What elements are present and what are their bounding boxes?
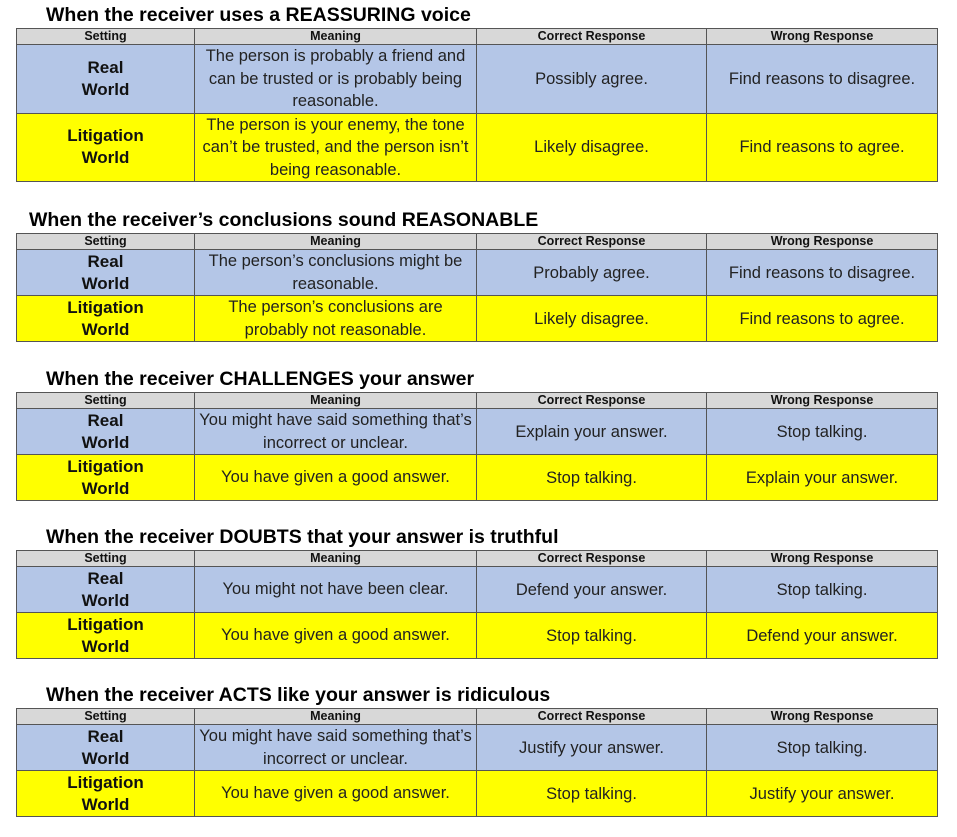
- wrong-response-cell: Find reasons to agree.: [707, 113, 938, 182]
- setting-cell: Real World: [17, 409, 195, 455]
- header-meaning: Meaning: [195, 393, 477, 409]
- header-meaning: Meaning: [195, 234, 477, 250]
- row-litigation-world: [17, 296, 938, 342]
- header-meaning: Meaning: [195, 709, 477, 725]
- header-wrong-response: Wrong Response: [707, 393, 938, 409]
- header-setting: Setting: [17, 234, 195, 250]
- meaning-cell: The person is your enemy, the tone can’t be trusted, and the person isn’t being reasonable.: [195, 113, 477, 182]
- row-litigation-world: [17, 455, 938, 501]
- meaning-cell: You have given a good answer.: [195, 613, 477, 659]
- row-real-world: [17, 45, 938, 114]
- correct-response-cell: Possibly agree.: [477, 45, 707, 114]
- correct-response-cell: Likely disagree.: [477, 113, 707, 182]
- correct-response-cell: Justify your answer.: [477, 725, 707, 771]
- wrong-response-cell: Stop talking.: [707, 567, 938, 613]
- response-table: [16, 28, 938, 182]
- header-correct-response: Correct Response: [477, 709, 707, 725]
- setting-cell: Real World: [17, 567, 195, 613]
- meaning-cell: You might have said something that’s incorrect or unclear.: [195, 409, 477, 455]
- meaning-cell: The person’s conclusions are probably not reasonable.: [195, 296, 477, 342]
- meaning-cell: You might not have been clear.: [195, 567, 477, 613]
- header-correct-response: Correct Response: [477, 29, 707, 45]
- wrong-response-cell: Stop talking.: [707, 409, 938, 455]
- section-title: When the receiver uses a REASSURING voice: [46, 4, 471, 26]
- section-title: When the receiver DOUBTS that your answer is truthful: [46, 526, 559, 548]
- wrong-response-cell: Justify your answer.: [707, 771, 938, 817]
- row-litigation-world: [17, 771, 938, 817]
- row-litigation-world: [17, 613, 938, 659]
- setting-cell: Litigation World: [17, 113, 195, 182]
- row-real-world: [17, 567, 938, 613]
- wrong-response-cell: Find reasons to agree.: [707, 296, 938, 342]
- header-wrong-response: Wrong Response: [707, 709, 938, 725]
- row-litigation-world: [17, 113, 938, 182]
- section-title: When the receiver CHALLENGES your answer: [46, 368, 475, 390]
- row-real-world: [17, 409, 938, 455]
- header-correct-response: Correct Response: [477, 551, 707, 567]
- wrong-response-cell: Find reasons to disagree.: [707, 250, 938, 296]
- wrong-response-cell: Explain your answer.: [707, 455, 938, 501]
- correct-response-cell: Stop talking.: [477, 455, 707, 501]
- meaning-cell: The person’s conclusions might be reasonable.: [195, 250, 477, 296]
- header-correct-response: Correct Response: [477, 393, 707, 409]
- row-real-world: [17, 250, 938, 296]
- correct-response-cell: Probably agree.: [477, 250, 707, 296]
- response-table: [16, 392, 938, 501]
- header-wrong-response: Wrong Response: [707, 234, 938, 250]
- setting-cell: Litigation World: [17, 296, 195, 342]
- header-row: [17, 551, 938, 567]
- wrong-response-cell: Stop talking.: [707, 725, 938, 771]
- section-title: When the receiver ACTS like your answer is ridiculous: [46, 684, 551, 706]
- response-table: [16, 233, 938, 342]
- meaning-cell: You might have said something that’s incorrect or unclear.: [195, 725, 477, 771]
- correct-response-cell: Stop talking.: [477, 771, 707, 817]
- setting-cell: Real World: [17, 45, 195, 114]
- wrong-response-cell: Defend your answer.: [707, 613, 938, 659]
- response-table: [16, 708, 938, 817]
- header-setting: Setting: [17, 29, 195, 45]
- row-real-world: [17, 725, 938, 771]
- header-setting: Setting: [17, 709, 195, 725]
- header-wrong-response: Wrong Response: [707, 551, 938, 567]
- setting-cell: Litigation World: [17, 771, 195, 817]
- wrong-response-cell: Find reasons to disagree.: [707, 45, 938, 114]
- header-row: [17, 709, 938, 725]
- section-title: When the receiver’s conclusions sound REASONABLE: [29, 209, 539, 231]
- setting-cell: Real World: [17, 725, 195, 771]
- correct-response-cell: Likely disagree.: [477, 296, 707, 342]
- meaning-cell: The person is probably a friend and can be trusted or is probably being reasonable.: [195, 45, 477, 114]
- setting-cell: Litigation World: [17, 613, 195, 659]
- header-wrong-response: Wrong Response: [707, 29, 938, 45]
- correct-response-cell: Stop talking.: [477, 613, 707, 659]
- header-correct-response: Correct Response: [477, 234, 707, 250]
- meaning-cell: You have given a good answer.: [195, 455, 477, 501]
- header-setting: Setting: [17, 393, 195, 409]
- correct-response-cell: Explain your answer.: [477, 409, 707, 455]
- header-meaning: Meaning: [195, 29, 477, 45]
- setting-cell: Litigation World: [17, 455, 195, 501]
- correct-response-cell: Defend your answer.: [477, 567, 707, 613]
- header-setting: Setting: [17, 551, 195, 567]
- meaning-cell: You have given a good answer.: [195, 771, 477, 817]
- setting-cell: Real World: [17, 250, 195, 296]
- response-table: [16, 550, 938, 659]
- header-row: [17, 393, 938, 409]
- header-row: [17, 29, 938, 45]
- header-row: [17, 234, 938, 250]
- header-meaning: Meaning: [195, 551, 477, 567]
